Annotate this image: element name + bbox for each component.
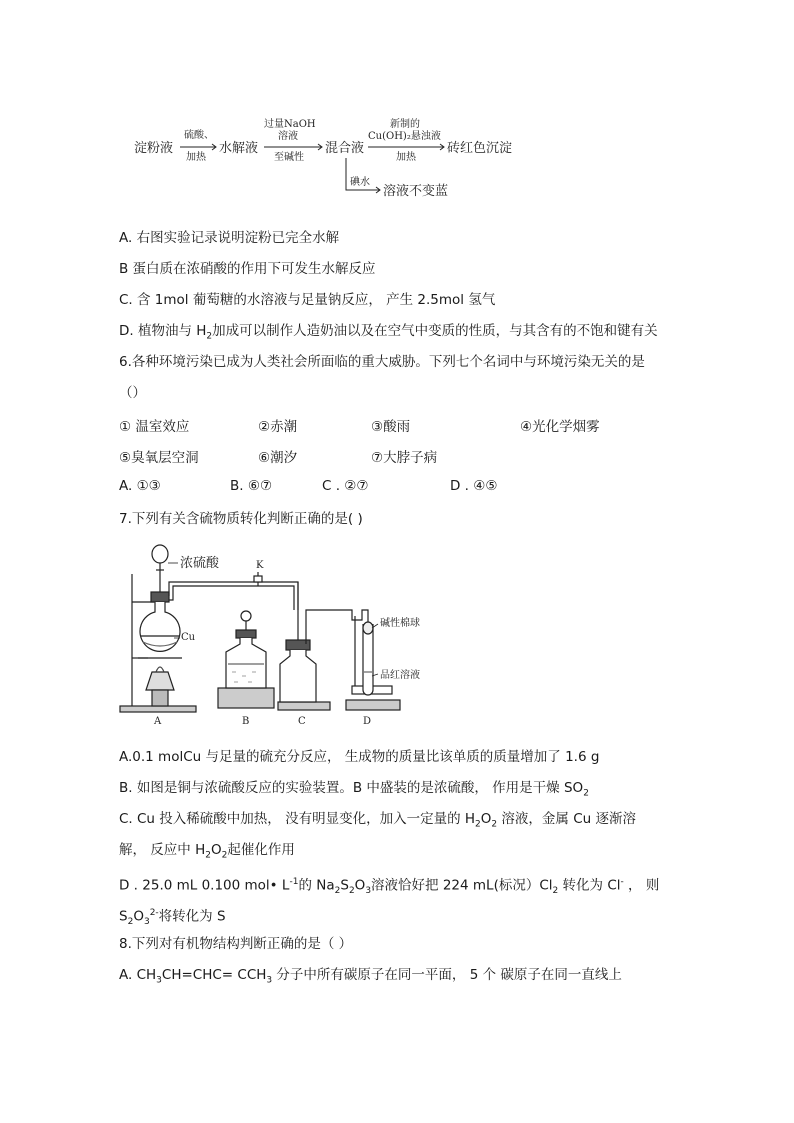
q6-item-4: ④光化学烟雾 — [520, 419, 600, 435]
label-d: D — [363, 716, 372, 726]
flow-arrow-4-label: 碘水 — [350, 177, 370, 188]
flow-node-brick-red-precipitate: 砖红色沉淀 — [447, 141, 513, 156]
q7-option-a: A.0.1 molCu 与足量的硫充分反应， 生成物的质量比该单质的质量增加了 1.6 g — [119, 749, 600, 765]
apparatus-d — [346, 616, 400, 710]
flow-node-hydrolysate: 水解液 — [219, 141, 259, 156]
label-b: B — [242, 716, 250, 726]
label-c: C — [298, 716, 306, 726]
q6-item-7: ⑦大脖子病 — [371, 450, 438, 466]
q6-item-1: ① 温室效应 — [119, 419, 190, 435]
label-alkaline-cotton-ball: 碱性棉球 — [380, 618, 420, 629]
flow-arrow-3-bottom-label: 加热 — [396, 152, 416, 163]
q6-option-a: A. ①③ — [119, 478, 161, 494]
flow-arrow-2-top-label-2: 溶液 — [278, 131, 298, 142]
q7-option-c-line-2: 解， 反应中 $H_2O_2$起催化作用 — [119, 842, 295, 861]
q6-option-d: D . ④⑤ — [450, 478, 498, 494]
q8-stem: 8.下列对有机物结构判断正确的是（ ） — [119, 936, 353, 952]
q6-item-3: ③酸雨 — [371, 419, 411, 435]
label-a: A — [154, 716, 162, 726]
q6-option-c: C . ②⑦ — [322, 478, 369, 494]
q7-option-d-line-1: D . 25.0 mL 0.100 mol• $L^{-1}$的 $Na_2S_2O_3$溶液恰好把 224 mL(标况）$Cl_2$ 转化为 Cl- ， 则 — [119, 877, 660, 897]
flow-node-mixture: 混合液 — [325, 141, 365, 156]
flow-arrow-3-top-label-2: Cu(OH)₂悬浊液 — [368, 131, 441, 142]
label-concentrated-sulfuric-acid: 浓硫酸 — [180, 556, 220, 571]
flow-arrow-2-top-label-1: 过量NaOH — [264, 119, 316, 130]
q8-option-a: A. $CH_3CH=CHC= CCH_3$ 分子中所有碳原子在同一平面， 5 个 碳原子在同一直线上 — [119, 967, 622, 986]
flow-arrow-1-top-label: 硫酸、 — [184, 130, 214, 141]
q7-stem: 7.下列有关含硫物质转化判断正确的是( ) — [119, 511, 363, 527]
flow-arrow-3-top-label-1: 新制的 — [390, 119, 420, 130]
label-magenta-solution: 品红溶液 — [380, 670, 420, 681]
q7-option-d-line-2: $S_2O_3^{2-}$将转化为 S — [119, 908, 226, 928]
flow-node-solution-not-blue: 溶液不变蓝 — [383, 184, 449, 199]
q7-option-c-line-1: C. Cu 投入稀硫酸中加热， 没有明显变化，加入一定量的 $H_2O_2$ 溶液，金属 Cu 逐渐溶 — [119, 811, 636, 830]
q6-item-6: ⑥潮汐 — [258, 450, 298, 466]
label-cu: Cu — [181, 632, 196, 643]
label-valve-k: K — [256, 560, 264, 571]
flow-node-starch — [134, 140, 173, 156]
starch-hydrolysis-flow-diagram — [128, 108, 538, 206]
q5-option-c: C. 含 1mol 葡萄糖的水溶液与足量钠反应， 产生 2.5mol 氢气 — [119, 292, 496, 308]
connecting-tubes — [218, 572, 298, 610]
apparatus-b — [218, 611, 274, 708]
flow-arrow-2-bottom-label: 至碱性 — [274, 152, 304, 163]
flow-node-starch-label: 淀粉液 — [134, 141, 174, 156]
q6-item-5: ⑤臭氧层空洞 — [119, 450, 199, 466]
q5-option-a: A. 右图实验记录说明淀粉已完全水解 — [119, 230, 340, 246]
q6-option-b: B. ⑥⑦ — [230, 478, 273, 494]
q6-item-2: ②赤潮 — [258, 419, 298, 435]
q5-option-b: B 蛋白质在浓硝酸的作用下可发生水解反应 — [119, 261, 376, 277]
q6-stem: 6.各种环境污染已成为人类社会所面临的重大威胁。下列七个名词中与环境污染无关的是 — [119, 354, 645, 370]
q5-option-d: D. 植物油与 $H_2$加成可以制作人造奶油以及在空气中变质的性质，与其含有的不饱和键有关 — [119, 323, 658, 342]
copper-sulfuric-acid-apparatus-figure — [118, 540, 438, 726]
flow-arrow-1-bottom-label: 加热 — [186, 152, 206, 163]
q6-answer-paren: （） — [119, 385, 146, 401]
q7-option-b: B. 如图是铜与浓硫酸反应的实验装置。B 中盛装的是浓硫酸， 作用是干燥 $SO_2$ — [119, 780, 589, 799]
